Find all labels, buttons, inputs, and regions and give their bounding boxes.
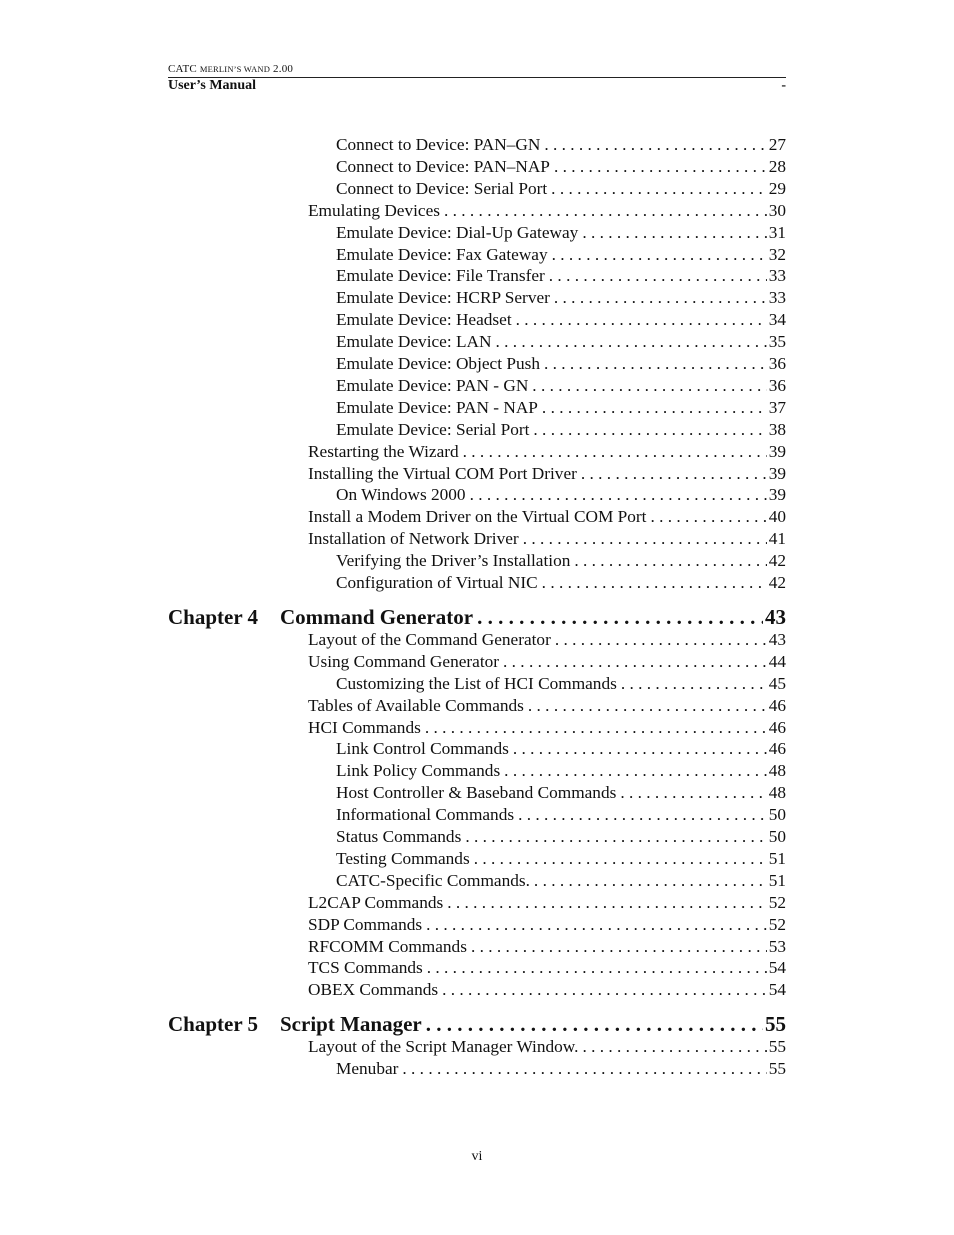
toc-subsection-entry[interactable] bbox=[168, 179, 786, 199]
toc-entry-title: Emulate Device: Fax Gateway bbox=[336, 244, 548, 264]
toc-leader-dots bbox=[554, 288, 767, 308]
toc-chapter-number: Chapter 4 bbox=[168, 604, 259, 629]
toc-subsection-entry[interactable] bbox=[168, 739, 786, 759]
toc-entry-label bbox=[308, 529, 519, 549]
toc-leader-dots bbox=[465, 827, 766, 847]
toc-entry-label bbox=[308, 201, 440, 221]
toc-subsection-entry[interactable] bbox=[168, 376, 786, 396]
toc-page-number: 33 bbox=[768, 288, 786, 308]
toc-section-entry[interactable] bbox=[168, 937, 786, 957]
toc-entry-title: HCI Commands bbox=[308, 717, 421, 737]
toc-chapter-entry[interactable] bbox=[168, 1012, 786, 1036]
toc-subsection-entry[interactable] bbox=[168, 310, 786, 330]
toc-subsection-entry[interactable] bbox=[168, 288, 786, 308]
toc-page-number: 34 bbox=[768, 310, 786, 330]
toc-leader-dots bbox=[554, 157, 767, 177]
toc-subsection-entry[interactable] bbox=[168, 871, 786, 891]
toc-page-number: 46 bbox=[768, 739, 786, 759]
page-number: vi bbox=[471, 1149, 483, 1164]
toc-page-number: 28 bbox=[768, 156, 786, 176]
toc-section-entry[interactable] bbox=[168, 442, 786, 462]
toc-leader-dots bbox=[551, 179, 767, 199]
toc-leader-dots bbox=[542, 573, 767, 593]
toc-entry-label bbox=[336, 485, 466, 505]
toc-leader-dots bbox=[426, 915, 767, 935]
toc-entry-title: Emulate Device: Dial-Up Gateway bbox=[336, 222, 579, 242]
toc-section-entry[interactable] bbox=[168, 630, 786, 650]
toc-leader-dots bbox=[444, 201, 767, 221]
toc-entry-title: Emulate Device: PAN - NAP bbox=[336, 397, 538, 417]
toc-entry-label bbox=[308, 507, 646, 527]
toc-section-entry[interactable] bbox=[168, 893, 786, 913]
toc-subsection-entry[interactable] bbox=[168, 805, 786, 825]
toc-page-number: 54 bbox=[768, 980, 786, 1000]
toc-entry-title: On Windows 2000 bbox=[336, 485, 466, 505]
toc-page-number: 46 bbox=[768, 695, 786, 715]
toc-entry-title: Menubar bbox=[336, 1059, 399, 1079]
toc-entry-title: Script Manager bbox=[280, 1012, 422, 1037]
toc-subsection-entry[interactable] bbox=[168, 573, 786, 593]
toc-section-entry[interactable] bbox=[168, 529, 786, 549]
toc-entry-title: Link Policy Commands bbox=[336, 761, 501, 781]
toc-page-number: 54 bbox=[768, 958, 786, 978]
toc-entry-title: Link Control Commands bbox=[336, 739, 509, 759]
toc-leader-dots bbox=[427, 958, 767, 978]
toc-subsection-entry[interactable] bbox=[168, 332, 786, 352]
toc-entry-label bbox=[308, 915, 422, 935]
toc-leader-dots bbox=[621, 674, 767, 694]
toc-page-number: 44 bbox=[768, 651, 786, 671]
toc-page-number: 33 bbox=[768, 266, 786, 286]
toc-leader-dots bbox=[426, 1012, 763, 1036]
toc-entry-title: Install a Modem Driver on the Virtual COM Port bbox=[308, 507, 647, 527]
toc-leader-dots bbox=[471, 937, 767, 957]
toc-subsection-entry[interactable] bbox=[168, 827, 786, 847]
toc-page-number: 50 bbox=[768, 827, 786, 846]
toc-subsection-entry[interactable] bbox=[168, 849, 786, 869]
toc-entry-title: Connect to Device: Serial Port bbox=[336, 178, 548, 198]
toc-entry-label bbox=[308, 696, 524, 716]
toc-page-number: 38 bbox=[768, 419, 786, 439]
toc-entry-title: Configuration of Virtual NIC bbox=[336, 573, 538, 592]
toc-page-number: 52 bbox=[768, 914, 786, 934]
toc-entry-label bbox=[336, 398, 538, 418]
toc-entry-label bbox=[336, 1059, 398, 1079]
toc-subsection-entry[interactable] bbox=[168, 245, 786, 265]
toc-leader-dots bbox=[470, 485, 767, 505]
toc-entry-title: SDP Commands bbox=[308, 914, 423, 934]
toc-page-number: 53 bbox=[768, 936, 786, 956]
toc-page-number: 32 bbox=[768, 244, 786, 264]
toc-leader-dots bbox=[447, 893, 766, 913]
toc-page-number: 51 bbox=[768, 870, 786, 890]
toc-page-number: 29 bbox=[768, 178, 786, 198]
toc-subsection-entry[interactable] bbox=[168, 485, 786, 505]
toc-entry-label bbox=[308, 464, 577, 484]
toc-entry-title: Restarting the Wizard bbox=[308, 441, 459, 461]
toc-entry-label bbox=[308, 442, 459, 462]
toc-page-number: 55 bbox=[765, 1012, 786, 1037]
toc-leader-dots bbox=[495, 332, 766, 352]
toc-chapter-entry[interactable] bbox=[168, 605, 786, 629]
toc-entry-label bbox=[336, 288, 550, 308]
toc-entry-title: Verifying the Driver’s Installation bbox=[336, 551, 571, 571]
toc-leader-dots bbox=[518, 805, 767, 825]
toc-entry-label bbox=[336, 739, 509, 759]
toc-entry-label bbox=[336, 674, 617, 694]
toc-page-number: 46 bbox=[768, 717, 786, 737]
manual-title: User’s Manual bbox=[168, 78, 257, 93]
toc-entry-title: Emulating Devices bbox=[308, 200, 440, 220]
toc-leader-dots bbox=[544, 135, 766, 155]
toc-leader-dots bbox=[474, 849, 767, 869]
toc-entry-title: Customizing the List of HCI Commands bbox=[336, 673, 617, 693]
toc-page-number: 55 bbox=[768, 1037, 786, 1057]
toc-subsection-entry[interactable] bbox=[168, 354, 786, 374]
toc-entry-title: Status Commands bbox=[336, 827, 462, 846]
toc-entry-label bbox=[336, 245, 548, 265]
toc-page-number: 43 bbox=[765, 604, 786, 629]
toc-page-number: 31 bbox=[768, 222, 786, 242]
toc-subsection-entry[interactable] bbox=[168, 761, 786, 781]
toc-page-number: 30 bbox=[768, 200, 786, 220]
toc-entry-label bbox=[336, 332, 491, 352]
toc-section-entry[interactable] bbox=[168, 1037, 786, 1057]
toc-subsection-entry[interactable] bbox=[168, 420, 786, 440]
toc-page-number: 48 bbox=[768, 783, 786, 803]
toc-entry-label bbox=[308, 893, 443, 913]
toc-entry-title: Using Command Generator bbox=[308, 651, 500, 671]
toc-page-number: 39 bbox=[768, 441, 786, 461]
toc-entry-title: Installing the Virtual COM Port Driver bbox=[308, 463, 577, 483]
toc-leader-dots bbox=[532, 376, 766, 396]
toc-subsection-entry[interactable] bbox=[168, 135, 786, 155]
toc-leader-dots bbox=[513, 739, 767, 759]
toc-entry-label bbox=[336, 573, 538, 593]
toc-entry-title: Emulate Device: Headset bbox=[336, 310, 512, 330]
toc-entry-label bbox=[336, 827, 461, 847]
toc-entry-title: Informational Commands bbox=[336, 805, 515, 825]
toc-entry-label bbox=[336, 761, 500, 781]
toc-page-number: 42 bbox=[768, 551, 786, 571]
toc-leader-dots bbox=[516, 310, 767, 330]
toc-entry-title: Emulate Device: Object Push bbox=[336, 354, 540, 373]
toc-leader-dots bbox=[549, 266, 767, 286]
toc-entry-label bbox=[336, 266, 545, 286]
toc-entry-title: Tables of Available Commands bbox=[308, 695, 524, 715]
toc-entry-label bbox=[336, 871, 530, 891]
toc-entry-title: L2CAP Commands bbox=[308, 892, 444, 912]
toc-entry-title: Testing Commands bbox=[336, 848, 470, 868]
toc-leader-dots bbox=[504, 761, 767, 781]
toc-section-entry[interactable] bbox=[168, 915, 786, 935]
toc-subsection-entry[interactable] bbox=[168, 398, 786, 418]
toc-entry-title: OBEX Commands bbox=[308, 980, 439, 1000]
toc-leader-dots bbox=[544, 354, 767, 374]
toc-leader-dots bbox=[463, 442, 767, 462]
toc-entry-title: Layout of the Script Manager Window. bbox=[308, 1037, 579, 1057]
toc-entry-label bbox=[336, 354, 540, 374]
toc-entry-title: Emulate Device: PAN - GN bbox=[336, 375, 529, 395]
toc-entry-label bbox=[308, 652, 499, 672]
toc-entry-title: Host Controller & Baseband Commands bbox=[336, 783, 617, 803]
toc-page-number: 55 bbox=[768, 1059, 786, 1079]
toc-page-number: 43 bbox=[768, 629, 786, 649]
toc-page-number: 35 bbox=[768, 332, 786, 352]
toc-page-number: 42 bbox=[768, 573, 786, 592]
toc-entry-label bbox=[308, 718, 421, 738]
header-right-mark: - bbox=[781, 78, 786, 93]
toc-leader-dots bbox=[555, 630, 767, 650]
toc-leader-dots bbox=[542, 398, 767, 418]
toc-entry-title: Emulate Device: Serial Port bbox=[336, 419, 530, 439]
toc-chapter-number: Chapter 5 bbox=[168, 1012, 259, 1037]
toc-entry-label bbox=[336, 376, 528, 396]
toc-entry-label bbox=[336, 805, 514, 825]
toc-leader-dots bbox=[620, 783, 766, 803]
toc-section-entry[interactable] bbox=[168, 507, 786, 527]
toc-page-number: 39 bbox=[768, 485, 786, 505]
toc-entry-label bbox=[168, 1012, 422, 1036]
toc-entry-label bbox=[168, 605, 473, 629]
toc-subsection-entry[interactable] bbox=[168, 674, 786, 694]
toc-entry-title: TCS Commands bbox=[308, 958, 423, 978]
toc-entry-label bbox=[336, 310, 512, 330]
toc-leader-dots bbox=[528, 696, 767, 716]
running-header-title bbox=[168, 78, 786, 94]
toc-page-number: 27 bbox=[768, 135, 786, 154]
toc-entry-label bbox=[336, 135, 540, 155]
toc-entry-title: Connect to Device: PAN–GN bbox=[336, 135, 541, 154]
toc-entry-label bbox=[308, 630, 551, 650]
toc-entry-title: Connect to Device: PAN–NAP bbox=[336, 156, 550, 176]
toc-leader-dots bbox=[574, 551, 766, 571]
toc-entry-label bbox=[308, 1037, 578, 1057]
toc-page-number: 36 bbox=[768, 375, 786, 395]
toc-subsection-entry[interactable] bbox=[168, 1059, 786, 1079]
toc-entry-title: Layout of the Command Generator bbox=[308, 629, 551, 649]
toc-leader-dots bbox=[533, 420, 766, 440]
toc-subsection-entry[interactable] bbox=[168, 157, 786, 177]
toc-entry-title: Emulate Device: HCRP Server bbox=[336, 288, 550, 308]
toc-leader-dots bbox=[425, 718, 767, 738]
toc-entry-label bbox=[336, 420, 529, 440]
toc-leader-dots bbox=[402, 1059, 766, 1079]
toc-subsection-entry[interactable] bbox=[168, 551, 786, 571]
toc-section-entry[interactable] bbox=[168, 201, 786, 221]
toc-page-number: 52 bbox=[768, 892, 786, 912]
toc-page-number: 41 bbox=[768, 529, 786, 549]
toc-entry-label bbox=[336, 223, 578, 243]
toc-page-number: 51 bbox=[768, 848, 786, 868]
toc-entry-title: RFCOMM Commands bbox=[308, 936, 467, 956]
toc-entry-label bbox=[336, 783, 616, 803]
toc-leader-dots bbox=[534, 871, 767, 891]
toc-leader-dots bbox=[442, 980, 767, 1000]
toc-page-number: 48 bbox=[768, 761, 786, 781]
product-catc: CATC bbox=[168, 63, 200, 75]
toc-subsection-entry[interactable] bbox=[168, 783, 786, 803]
toc-entry-label bbox=[308, 958, 423, 978]
toc-entry-title: Emulate Device: File Transfer bbox=[336, 266, 545, 286]
toc-entry-title: Emulate Device: LAN bbox=[336, 332, 492, 352]
toc-entry-label bbox=[308, 980, 438, 1000]
toc-leader-dots bbox=[552, 245, 767, 265]
toc-leader-dots bbox=[503, 652, 767, 672]
toc-page-number: 36 bbox=[768, 354, 786, 373]
product-version: 2.00 bbox=[270, 63, 294, 75]
toc-entry-title: Installation of Network Driver bbox=[308, 529, 519, 549]
toc-leader-dots bbox=[582, 223, 766, 243]
toc-section-entry[interactable] bbox=[168, 464, 786, 484]
toc-section-entry[interactable] bbox=[168, 718, 786, 738]
toc-leader-dots bbox=[477, 605, 763, 629]
toc-entry-title: CATC-Specific Commands. bbox=[336, 870, 530, 890]
toc-entry-label bbox=[336, 849, 470, 869]
toc-leader-dots bbox=[650, 507, 766, 527]
toc-entry-label bbox=[308, 937, 467, 957]
toc-entry-label bbox=[336, 551, 570, 571]
toc-section-entry[interactable] bbox=[168, 958, 786, 978]
running-header-product bbox=[168, 63, 293, 75]
toc-section-entry[interactable] bbox=[168, 652, 786, 672]
toc-leader-dots bbox=[523, 529, 767, 549]
toc-page-number: 40 bbox=[768, 507, 786, 527]
toc-entry-label bbox=[336, 157, 550, 177]
product-wand: WAND bbox=[243, 64, 271, 74]
toc-section-entry[interactable] bbox=[168, 980, 786, 1000]
toc-entry-label bbox=[336, 179, 547, 199]
product-apostrophe-s: ’S bbox=[233, 64, 244, 74]
toc-page-number: 50 bbox=[768, 805, 786, 825]
toc-page-number: 45 bbox=[768, 673, 786, 693]
toc-section-entry[interactable] bbox=[168, 696, 786, 716]
toc-subsection-entry[interactable] bbox=[168, 223, 786, 243]
toc-page-number: 39 bbox=[768, 463, 786, 483]
toc-subsection-entry[interactable] bbox=[168, 266, 786, 286]
product-merlin: MERLIN bbox=[199, 64, 234, 74]
toc-entry-title: Command Generator bbox=[280, 604, 474, 629]
toc-leader-dots bbox=[581, 464, 767, 484]
toc-leader-dots bbox=[582, 1037, 766, 1057]
toc-page-number: 37 bbox=[768, 397, 786, 417]
